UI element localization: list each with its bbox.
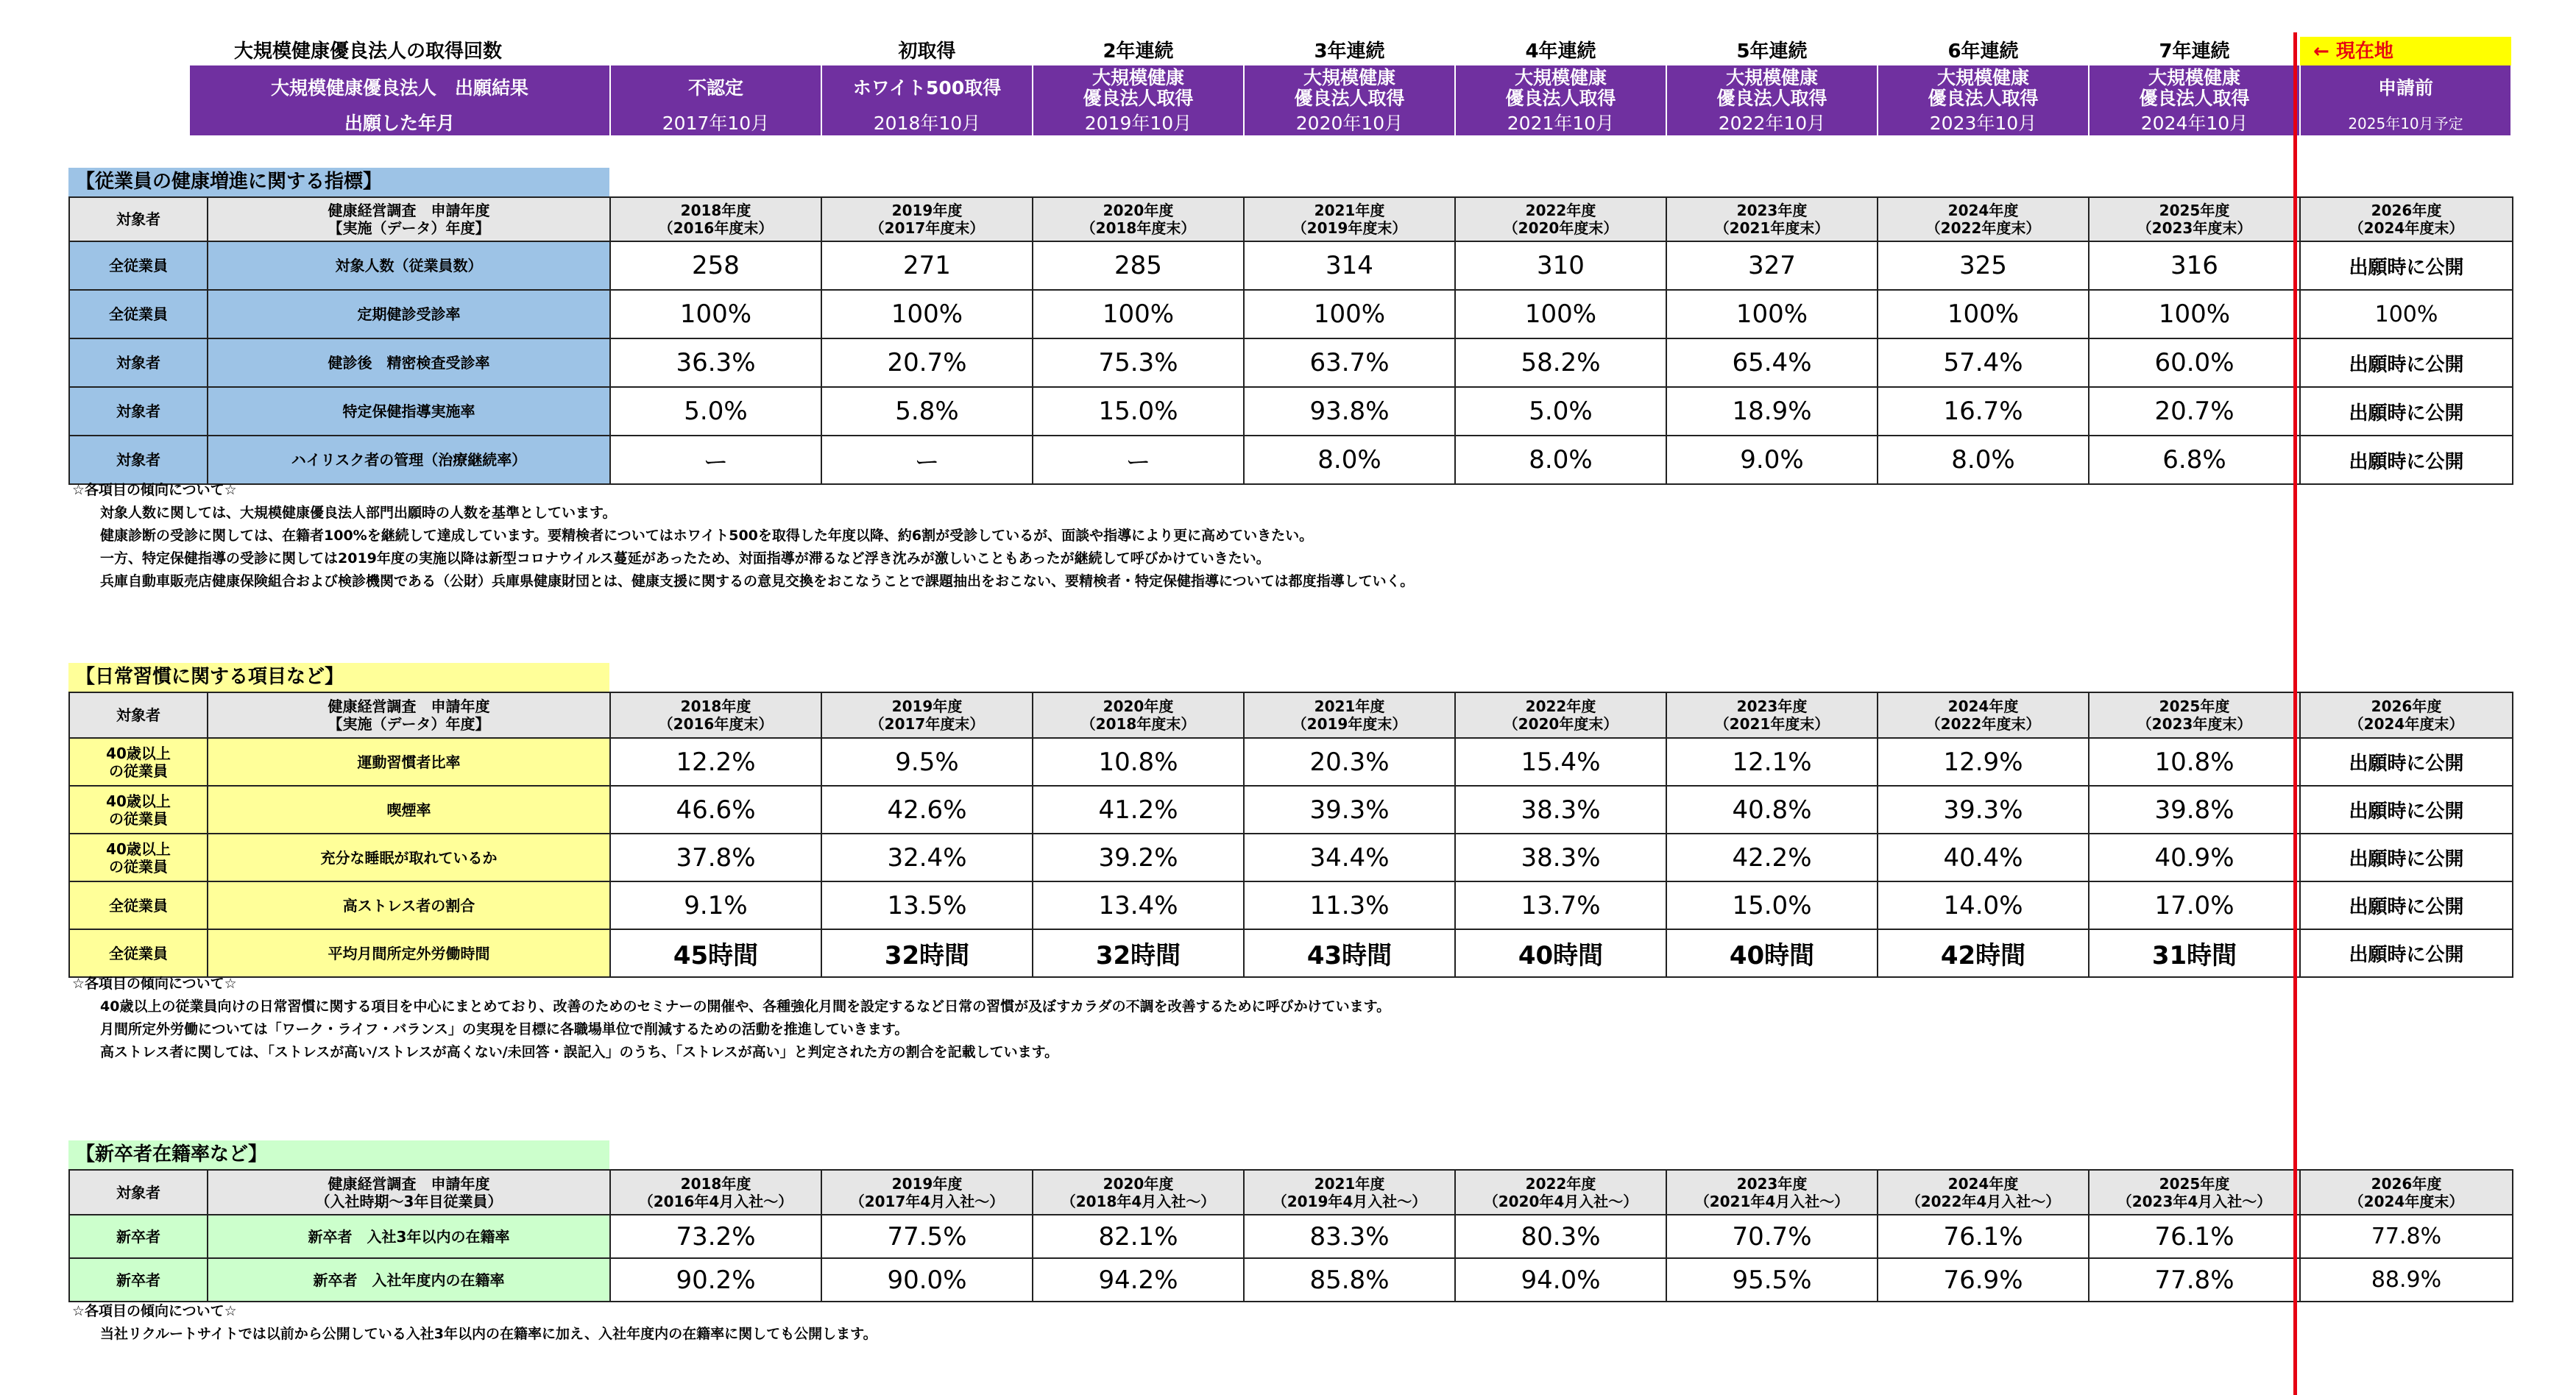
month-cell: 2024年10月 xyxy=(2089,111,2300,135)
value-cell: 出願時に公開 xyxy=(2300,929,2513,977)
value-cell: 出願時に公開 xyxy=(2300,387,2513,436)
health-indicators-notes xyxy=(72,479,1414,593)
table-row xyxy=(69,786,2513,834)
value-cell: 39.8% xyxy=(2089,786,2300,834)
note-line: ☆各項目の傾向について☆ xyxy=(72,976,237,992)
value-cell: 10.8% xyxy=(1033,738,1244,786)
result-cell: 大規模健康 優良法人取得 xyxy=(1244,65,1455,111)
row-target: 全従業員 xyxy=(69,881,208,929)
header-item: 健康経営調査 申請年度 （入社時期～3年目従業員） xyxy=(208,1170,610,1215)
note-line: ☆各項目の傾向について☆ xyxy=(72,1303,237,1319)
row-item: 特定保健指導実施率 xyxy=(208,387,610,436)
header-target: 対象者 xyxy=(69,1170,208,1215)
value-cell: 100% xyxy=(610,290,821,338)
value-cell: 8.0% xyxy=(1878,436,2089,484)
value-cell: 37.8% xyxy=(610,834,821,881)
header-target: 対象者 xyxy=(69,197,208,241)
header-year: 2018年度 （2016年度末） xyxy=(610,197,821,241)
value-cell: 75.3% xyxy=(1033,338,1244,387)
row-item: 対象人数（従業員数） xyxy=(208,241,610,290)
section-title-daily-habits: 【日常習慣に関する項目など】 xyxy=(68,663,609,692)
row-item: 新卒者 入社年度内の在籍率 xyxy=(208,1258,610,1302)
value-cell: 5.8% xyxy=(821,387,1033,436)
current-position-label: ← 現在地 xyxy=(2300,37,2511,65)
header-year: 2019年度 （2017年4月入社～） xyxy=(821,1170,1033,1215)
value-cell: 100% xyxy=(1455,290,1666,338)
result-label: 大規模健康優良法人 出願結果 xyxy=(190,65,610,111)
row-item: 新卒者 入社3年以内の在籍率 xyxy=(208,1215,610,1258)
section-title-new-graduate-retention: 【新卒者在籍率など】 xyxy=(68,1140,609,1169)
header-year: 2026年度 （2024年度末） xyxy=(2300,692,2513,738)
value-cell: 100% xyxy=(1666,290,1878,338)
value-cell: 43時間 xyxy=(1244,929,1455,977)
header-year: 2022年度 （2020年度末） xyxy=(1455,692,1666,738)
value-cell: 15.4% xyxy=(1455,738,1666,786)
result-cell: 大規模健康 優良法人取得 xyxy=(1878,65,2089,111)
health-indicators-table xyxy=(68,196,2513,485)
note-line: 40歳以上の従業員向けの日常習慣に関する項目を中心にまとめており、改善のためのセミナーの開催や、各種強化月間を設定するなど日常の習慣が及ぼすカラダの不調を改善するために呼びかけています。 xyxy=(72,998,1391,1015)
award-count-cell: 7年連続 xyxy=(2089,37,2300,65)
note-line: 高ストレス者に関しては、「ストレスが高い/ストレスが高くない/未回答・誤記入」のうち、「ストレスが高い」と判定された方の割合を記載しています。 xyxy=(72,1044,1059,1060)
value-cell: 12.9% xyxy=(1878,738,2089,786)
header-year: 2018年度 （2016年4月入社～） xyxy=(610,1170,821,1215)
result-cell: ホワイト500取得 xyxy=(821,65,1033,111)
value-cell: 10.8% xyxy=(2089,738,2300,786)
value-cell: 100% xyxy=(821,290,1033,338)
value-cell: 17.0% xyxy=(2089,881,2300,929)
header-year: 2025年度 （2023年度末） xyxy=(2089,197,2300,241)
value-cell: 18.9% xyxy=(1666,387,1878,436)
value-cell: 9.0% xyxy=(1666,436,1878,484)
value-cell: 8.0% xyxy=(1244,436,1455,484)
row-item: 充分な睡眠が取れているか xyxy=(208,834,610,881)
value-cell: 77.8% xyxy=(2089,1258,2300,1302)
value-cell: 100% xyxy=(2089,290,2300,338)
row-target: 全従業員 xyxy=(69,290,208,338)
value-cell: 40時間 xyxy=(1666,929,1878,977)
header-year: 2025年度 （2023年度末） xyxy=(2089,692,2300,738)
value-cell: 5.0% xyxy=(1455,387,1666,436)
header-year: 2025年度 （2023年4月入社～） xyxy=(2089,1170,2300,1215)
value-cell: 出願時に公開 xyxy=(2300,436,2513,484)
row-item: 運動習慣者比率 xyxy=(208,738,610,786)
value-cell: 15.0% xyxy=(1666,881,1878,929)
value-cell: 325 xyxy=(1878,241,2089,290)
value-cell: 40.9% xyxy=(2089,834,2300,881)
header-year: 2021年度 （2019年度末） xyxy=(1244,197,1455,241)
table-row xyxy=(69,1258,2513,1302)
value-cell: 90.2% xyxy=(610,1258,821,1302)
value-cell: 32時間 xyxy=(821,929,1033,977)
new-graduate-retention-notes xyxy=(72,1300,877,1346)
value-cell: 13.5% xyxy=(821,881,1033,929)
value-cell: 100% xyxy=(1878,290,2089,338)
value-cell: 77.8% xyxy=(2300,1215,2513,1258)
header-item: 健康経営調査 申請年度 【実施（データ）年度】 xyxy=(208,197,610,241)
value-cell: 82.1% xyxy=(1033,1215,1244,1258)
note-line: 対象人数に関しては、大規模健康優良法人部門出願時の人数を基準としています。 xyxy=(72,505,617,521)
header-year: 2022年度 （2020年度末） xyxy=(1455,197,1666,241)
result-cell: 不認定 xyxy=(610,65,821,111)
value-cell: 40時間 xyxy=(1455,929,1666,977)
award-history-table xyxy=(190,37,2512,135)
header-year: 2021年度 （2019年4月入社～） xyxy=(1244,1170,1455,1215)
value-cell: 57.4% xyxy=(1878,338,2089,387)
note-line: 一方、特定保健指導の受診に関しては2019年度の実施以降は新型コロナウイルス蔓延があったため、対面指導が滞るなど浮き沈みが激しいこともあったが継続して呼びかけていきたい。 xyxy=(72,550,1270,567)
header-year: 2024年度 （2022年度末） xyxy=(1878,692,2089,738)
header-year: 2026年度 （2024年度末） xyxy=(2300,1170,2513,1215)
month-cell: 2023年10月 xyxy=(1878,111,2089,135)
month-cell: 2020年10月 xyxy=(1244,111,1455,135)
value-cell: 9.1% xyxy=(610,881,821,929)
note-line: ☆各項目の傾向について☆ xyxy=(72,482,237,498)
table-row xyxy=(69,290,2513,338)
month-cell: 2017年10月 xyxy=(610,111,821,135)
header-year: 2020年度 （2018年度末） xyxy=(1033,692,1244,738)
value-cell: 85.8% xyxy=(1244,1258,1455,1302)
value-cell: 65.4% xyxy=(1666,338,1878,387)
value-cell: 39.3% xyxy=(1244,786,1455,834)
table-row xyxy=(69,1215,2513,1258)
value-cell: 100% xyxy=(2300,290,2513,338)
value-cell: 285 xyxy=(1033,241,1244,290)
table-row xyxy=(69,241,2513,290)
daily-habits-table xyxy=(68,692,2513,978)
award-count-label: 大規模健康優良法人の取得回数 xyxy=(190,37,610,65)
value-cell: 13.4% xyxy=(1033,881,1244,929)
award-count-cell: 6年連続 xyxy=(1878,37,2089,65)
value-cell: 83.3% xyxy=(1244,1215,1455,1258)
value-cell: ー xyxy=(821,436,1033,484)
note-line: 兵庫自動車販売店健康保険組合および検診機関である（公財）兵庫県健康財団とは、健康支援に関するの意見交換をおこなうことで課題抽出をおこない、要精検者・特定保健指導については都度指導していく。 xyxy=(72,573,1415,589)
value-cell: 15.0% xyxy=(1033,387,1244,436)
value-cell: 271 xyxy=(821,241,1033,290)
row-item: 定期健診受診率 xyxy=(208,290,610,338)
value-cell: 20.7% xyxy=(2089,387,2300,436)
header-year: 2023年度 （2021年度末） xyxy=(1666,197,1878,241)
value-cell: 11.3% xyxy=(1244,881,1455,929)
value-cell: 76.9% xyxy=(1878,1258,2089,1302)
daily-habits-notes xyxy=(72,973,1390,1064)
value-cell: 327 xyxy=(1666,241,1878,290)
table-row xyxy=(69,834,2513,881)
row-target: 全従業員 xyxy=(69,241,208,290)
month-cell: 2019年10月 xyxy=(1033,111,1244,135)
value-cell: 13.7% xyxy=(1455,881,1666,929)
value-cell: 95.5% xyxy=(1666,1258,1878,1302)
value-cell: 38.3% xyxy=(1455,834,1666,881)
value-cell: 34.4% xyxy=(1244,834,1455,881)
award-count-cell xyxy=(610,37,821,65)
current-position-line xyxy=(2293,32,2297,1395)
value-cell: 70.7% xyxy=(1666,1215,1878,1258)
value-cell: 73.2% xyxy=(610,1215,821,1258)
value-cell: 36.3% xyxy=(610,338,821,387)
value-cell: 316 xyxy=(2089,241,2300,290)
value-cell: 41.2% xyxy=(1033,786,1244,834)
header-item: 健康経営調査 申請年度 【実施（データ）年度】 xyxy=(208,692,610,738)
month-cell: 2025年10月予定 xyxy=(2300,111,2511,135)
award-count-cell: 2年連続 xyxy=(1033,37,1244,65)
value-cell: 63.7% xyxy=(1244,338,1455,387)
value-cell: 76.1% xyxy=(2089,1215,2300,1258)
header-year: 2023年度 （2021年度末） xyxy=(1666,692,1878,738)
value-cell: ー xyxy=(1033,436,1244,484)
header-year: 2019年度 （2017年度末） xyxy=(821,692,1033,738)
value-cell: 42時間 xyxy=(1878,929,2089,977)
row-target: 40歳以上 の従業員 xyxy=(69,786,208,834)
value-cell: 100% xyxy=(1033,290,1244,338)
row-item: ハイリスク者の管理（治療継続率） xyxy=(208,436,610,484)
result-cell: 大規模健康 優良法人取得 xyxy=(1455,65,1666,111)
value-cell: 20.7% xyxy=(821,338,1033,387)
header-year: 2020年度 （2018年度末） xyxy=(1033,197,1244,241)
value-cell: 80.3% xyxy=(1455,1215,1666,1258)
header-target: 対象者 xyxy=(69,692,208,738)
value-cell: ー xyxy=(610,436,821,484)
value-cell: 16.7% xyxy=(1878,387,2089,436)
row-item: 平均月間所定外労働時間 xyxy=(208,929,610,977)
value-cell: 76.1% xyxy=(1878,1215,2089,1258)
value-cell: 94.2% xyxy=(1033,1258,1244,1302)
row-target: 対象者 xyxy=(69,338,208,387)
row-target: 40歳以上 の従業員 xyxy=(69,834,208,881)
result-cell: 大規模健康 優良法人取得 xyxy=(1033,65,1244,111)
table-row xyxy=(69,436,2513,484)
row-item: 健診後 精密検査受診率 xyxy=(208,338,610,387)
value-cell: 40.4% xyxy=(1878,834,2089,881)
row-target: 対象者 xyxy=(69,436,208,484)
row-item: 高ストレス者の割合 xyxy=(208,881,610,929)
result-cell: 申請前 xyxy=(2300,65,2511,111)
row-target: 対象者 xyxy=(69,387,208,436)
value-cell: 12.1% xyxy=(1666,738,1878,786)
value-cell: 31時間 xyxy=(2089,929,2300,977)
row-target: 40歳以上 の従業員 xyxy=(69,738,208,786)
value-cell: 9.5% xyxy=(821,738,1033,786)
row-target: 新卒者 xyxy=(69,1215,208,1258)
value-cell: 出願時に公開 xyxy=(2300,834,2513,881)
award-count-cell: 初取得 xyxy=(821,37,1033,65)
value-cell: 310 xyxy=(1455,241,1666,290)
month-cell: 2021年10月 xyxy=(1455,111,1666,135)
value-cell: 90.0% xyxy=(821,1258,1033,1302)
value-cell: 93.8% xyxy=(1244,387,1455,436)
note-line: 月間所定外労働については「ワーク・ライフ・バランス」の実現を目標に各職場単位で削減するための活動を推進していきます。 xyxy=(72,1021,909,1037)
month-cell: 2018年10月 xyxy=(821,111,1033,135)
header-year: 2024年度 （2022年度末） xyxy=(1878,197,2089,241)
value-cell: 出願時に公開 xyxy=(2300,786,2513,834)
value-cell: 58.2% xyxy=(1455,338,1666,387)
table-row xyxy=(69,338,2513,387)
table-row xyxy=(69,881,2513,929)
value-cell: 42.6% xyxy=(821,786,1033,834)
table-row xyxy=(69,738,2513,786)
value-cell: 45時間 xyxy=(610,929,821,977)
row-target: 全従業員 xyxy=(69,929,208,977)
month-label: 出願した年月 xyxy=(190,111,610,135)
value-cell: 12.2% xyxy=(610,738,821,786)
section-title-health-indicators: 【従業員の健康増進に関する指標】 xyxy=(68,168,609,196)
header-year: 2018年度 （2016年度末） xyxy=(610,692,821,738)
result-cell: 大規模健康 優良法人取得 xyxy=(1666,65,1878,111)
value-cell: 94.0% xyxy=(1455,1258,1666,1302)
award-count-cell: 5年連続 xyxy=(1666,37,1878,65)
value-cell: 32.4% xyxy=(821,834,1033,881)
value-cell: 出願時に公開 xyxy=(2300,881,2513,929)
table-row xyxy=(69,929,2513,977)
note-line: 当社リクルートサイトでは以前から公開している入社3年以内の在籍率に加え、入社年度内の在籍率に関しても公開します。 xyxy=(72,1326,877,1342)
award-count-cell: 4年連続 xyxy=(1455,37,1666,65)
value-cell: 39.3% xyxy=(1878,786,2089,834)
header-year: 2021年度 （2019年度末） xyxy=(1244,692,1455,738)
award-count-cell: 3年連続 xyxy=(1244,37,1455,65)
new-graduate-retention-table xyxy=(68,1169,2513,1302)
value-cell: 40.8% xyxy=(1666,786,1878,834)
month-cell: 2022年10月 xyxy=(1666,111,1878,135)
header-year: 2022年度 （2020年4月入社～） xyxy=(1455,1170,1666,1215)
value-cell: 20.3% xyxy=(1244,738,1455,786)
result-cell: 大規模健康 優良法人取得 xyxy=(2089,65,2300,111)
note-line: 健康診断の受診に関しては、在籍者100%を継続して達成しています。要精検者についてはホワイト500を取得した年度以降、約6割が受診しているが、面談や指導により更に高めていきたい。 xyxy=(72,528,1314,544)
header-year: 2019年度 （2017年度末） xyxy=(821,197,1033,241)
value-cell: 314 xyxy=(1244,241,1455,290)
value-cell: 46.6% xyxy=(610,786,821,834)
value-cell: 32時間 xyxy=(1033,929,1244,977)
value-cell: 77.5% xyxy=(821,1215,1033,1258)
value-cell: 14.0% xyxy=(1878,881,2089,929)
value-cell: 88.9% xyxy=(2300,1258,2513,1302)
value-cell: 6.8% xyxy=(2089,436,2300,484)
value-cell: 42.2% xyxy=(1666,834,1878,881)
header-year: 2024年度 （2022年4月入社～） xyxy=(1878,1170,2089,1215)
value-cell: 出願時に公開 xyxy=(2300,241,2513,290)
value-cell: 5.0% xyxy=(610,387,821,436)
row-target: 新卒者 xyxy=(69,1258,208,1302)
value-cell: 100% xyxy=(1244,290,1455,338)
header-year: 2026年度 （2024年度末） xyxy=(2300,197,2513,241)
header-year: 2023年度 （2021年4月入社～） xyxy=(1666,1170,1878,1215)
row-item: 喫煙率 xyxy=(208,786,610,834)
table-row xyxy=(69,387,2513,436)
value-cell: 8.0% xyxy=(1455,436,1666,484)
value-cell: 出願時に公開 xyxy=(2300,338,2513,387)
value-cell: 出願時に公開 xyxy=(2300,738,2513,786)
value-cell: 60.0% xyxy=(2089,338,2300,387)
value-cell: 258 xyxy=(610,241,821,290)
value-cell: 38.3% xyxy=(1455,786,1666,834)
header-year: 2020年度 （2018年4月入社～） xyxy=(1033,1170,1244,1215)
value-cell: 39.2% xyxy=(1033,834,1244,881)
